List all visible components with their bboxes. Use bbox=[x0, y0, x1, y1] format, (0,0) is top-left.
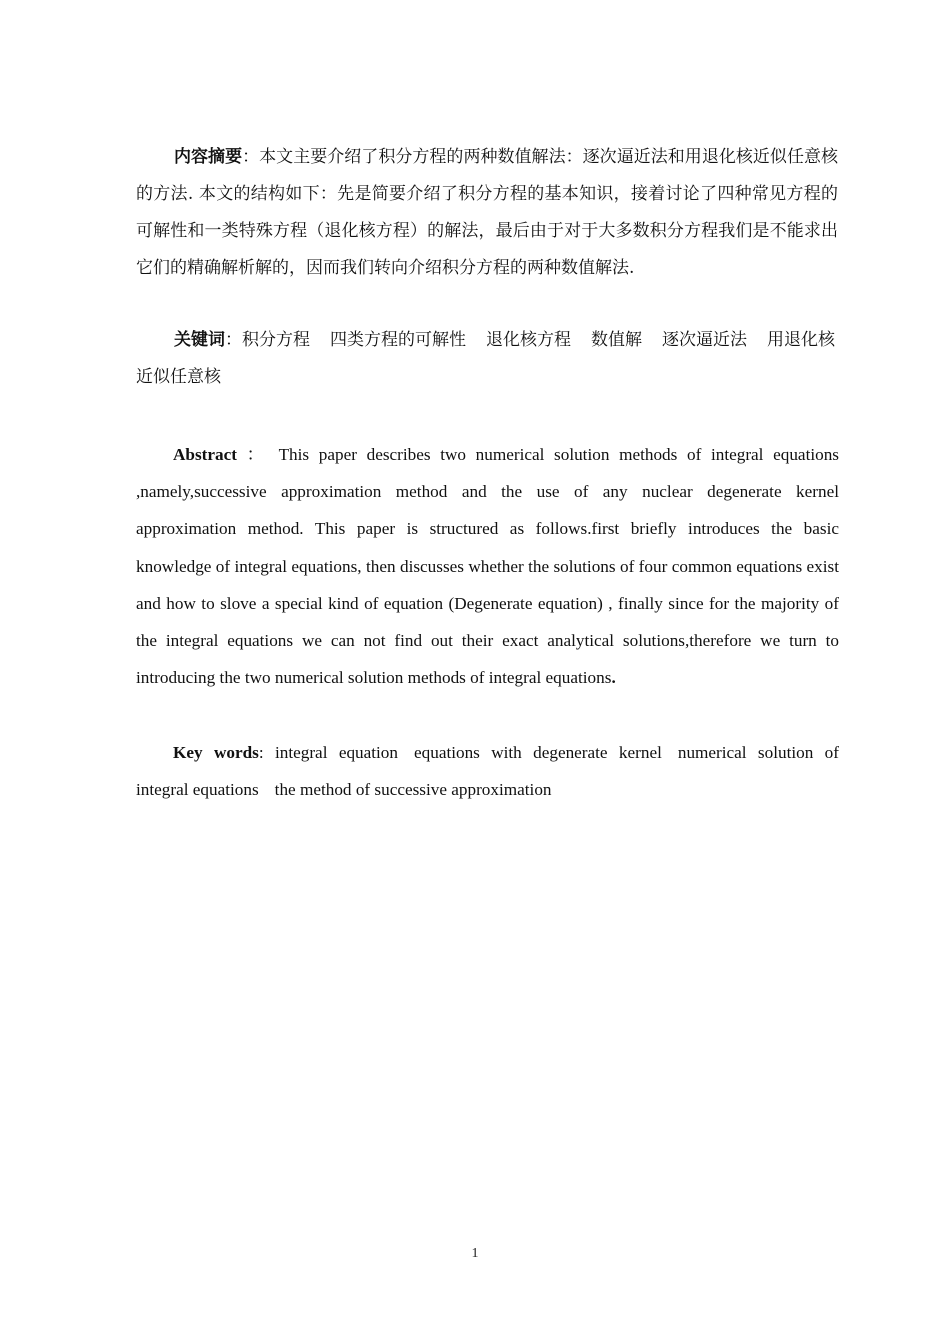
chinese-abstract bbox=[136, 139, 838, 287]
english-abstract-end-mark: . bbox=[611, 668, 616, 688]
english-keywords-colon: : bbox=[258, 743, 264, 762]
chinese-keyword: 用退化核近似任意核 bbox=[136, 330, 835, 387]
english-abstract-label: Abstract bbox=[173, 445, 237, 464]
chinese-keyword: 退化核方程 bbox=[486, 330, 571, 350]
chinese-keywords bbox=[136, 322, 838, 396]
english-keywords bbox=[136, 734, 839, 808]
chinese-keyword: 逐次逼近法 bbox=[662, 330, 747, 350]
chinese-abstract-label: 内容摘要 bbox=[174, 147, 243, 167]
chinese-keyword: 四类方程的可解性 bbox=[330, 330, 466, 350]
english-keyword: integral equation bbox=[274, 743, 398, 762]
chinese-abstract-text: 本文主要介绍了积分方程的两种数值解法：逐次逼近法和用退化核近似任意核的方法. 本文的结构如下：先是简要介绍了积分方程的基本知识，接着讨论了四种常见方程的可解性和一类特殊方程（退化核方程）的解法，最后由于对于大多数积分方程我们是不能求出它们的精确解析解的，因而我们转向介绍积分方程的两种数值解法. bbox=[136, 147, 839, 278]
chinese-keyword: 数值解 bbox=[591, 330, 642, 350]
chinese-keywords-label: 关键词 bbox=[174, 330, 225, 350]
chinese-keywords-colon: ： bbox=[225, 330, 242, 350]
english-keywords-label: Key words bbox=[173, 743, 259, 762]
english-abstract-colon: ： bbox=[246, 445, 270, 464]
english-abstract-text: This paper describes two numerical solution methods of integral equations ,namely,successive approximation method and the use of any nuclear degenerate kernel approximation method. This paper is structured as follows.first briefly introduces the basic knowledge of integral equations, then discusses whether the solutions of four common equations exist and how to slove a special kind of equation (Degenerate equation) , finally since for the majority of the integral equations we can not find out their exact analytical solutions,therefore we turn to introducing the two numerical solution methods of integral equations bbox=[136, 445, 839, 688]
chinese-abstract-colon: ： bbox=[242, 147, 260, 167]
english-abstract bbox=[136, 436, 839, 696]
chinese-keyword: 积分方程 bbox=[242, 330, 310, 350]
english-keyword: the method of successive approximation bbox=[274, 780, 552, 800]
page-number: 1 bbox=[471, 1246, 479, 1261]
english-keyword: numerical solution of integral equations bbox=[136, 743, 839, 800]
english-keyword: equations with degenerate kernel bbox=[414, 743, 662, 762]
